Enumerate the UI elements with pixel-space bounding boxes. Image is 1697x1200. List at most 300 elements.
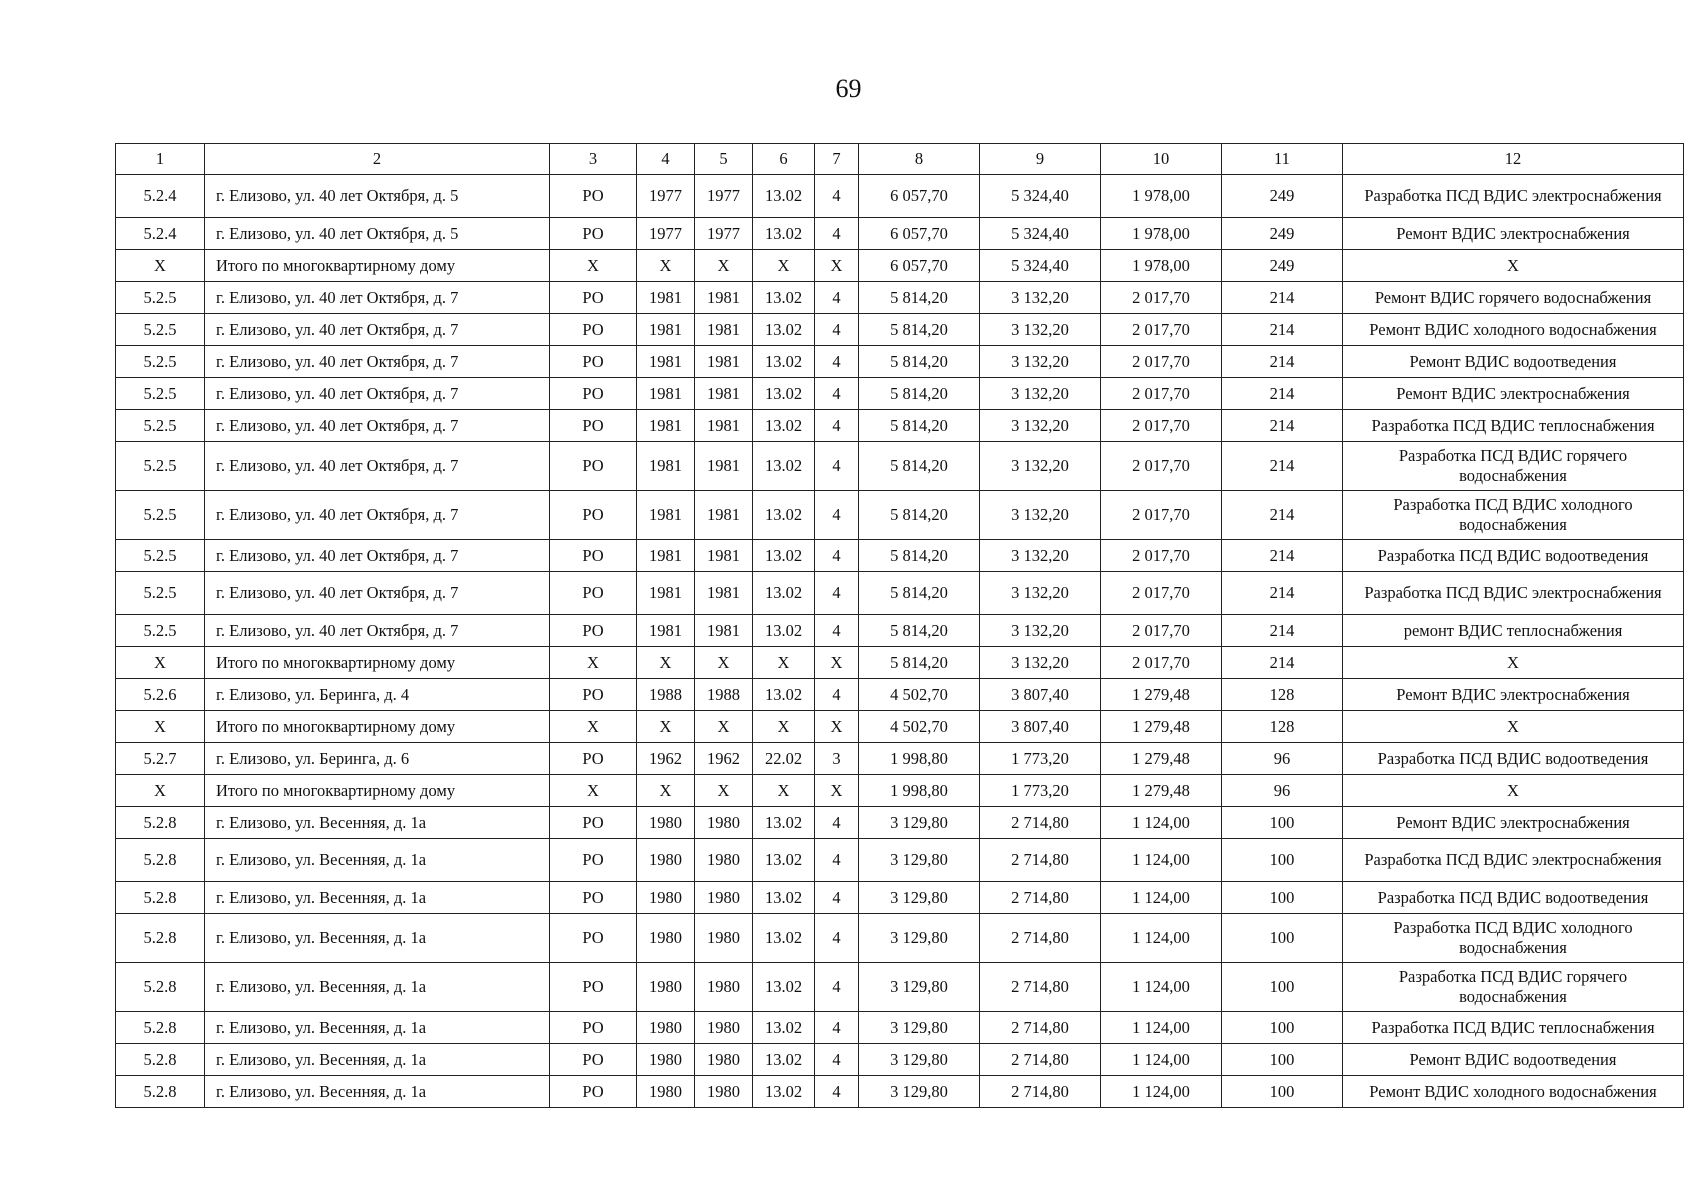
cell-residents: 214: [1222, 282, 1343, 314]
cell-year-built: 1981: [637, 378, 695, 410]
cell-year-commissioned: 1980: [695, 807, 753, 839]
cell-total-area: 3 129,80: [859, 914, 980, 963]
cell-item-number: Х: [116, 647, 205, 679]
cell-year-commissioned: 1980: [695, 1012, 753, 1044]
cell-year-commissioned: 1981: [695, 282, 753, 314]
cell-floors: 4: [815, 882, 859, 914]
cell-year-built: 1981: [637, 282, 695, 314]
cell-work-type: Разработка ПСД ВДИС горячего водоснабжения: [1343, 442, 1684, 491]
cell-work-type: Ремонт ВДИС водоотведения: [1343, 1044, 1684, 1076]
cell-address: г. Елизово, ул. 40 лет Октября, д. 7: [205, 314, 550, 346]
column-header-address: 2: [205, 144, 550, 175]
cell-floors: 3: [815, 743, 859, 775]
cell-address: г. Елизово, ул. 40 лет Октября, д. 5: [205, 175, 550, 218]
cell-year-built: 1962: [637, 743, 695, 775]
cell-residents: 100: [1222, 882, 1343, 914]
cell-zone: Х: [753, 775, 815, 807]
cell-residents: 100: [1222, 1012, 1343, 1044]
cell-year-commissioned: 1981: [695, 314, 753, 346]
table-row: [116, 314, 1684, 346]
cell-year-commissioned: 1962: [695, 743, 753, 775]
repair-registry-table: [115, 143, 1684, 1108]
cell-year-built: Х: [637, 775, 695, 807]
cell-unit-cost: 2 017,70: [1101, 346, 1222, 378]
table-row: [116, 410, 1684, 442]
cell-item-number: 5.2.8: [116, 963, 205, 1012]
cell-total-area: 1 998,80: [859, 743, 980, 775]
cell-year-built: 1980: [637, 1044, 695, 1076]
cell-unit-cost: 2 017,70: [1101, 378, 1222, 410]
cell-address: Итого по многоквартирному дому: [205, 711, 550, 743]
cell-unit-cost: 2 017,70: [1101, 647, 1222, 679]
cell-year-built: 1981: [637, 540, 695, 572]
cell-total-area: 3 129,80: [859, 1012, 980, 1044]
cell-year-built: 1981: [637, 346, 695, 378]
cell-total-area: 5 814,20: [859, 410, 980, 442]
table-row: [116, 1044, 1684, 1076]
cell-unit-cost: 1 978,00: [1101, 250, 1222, 282]
cell-year-commissioned: 1981: [695, 540, 753, 572]
cell-residential-area: 3 132,20: [980, 491, 1101, 540]
cell-owner-type: РО: [550, 1012, 637, 1044]
cell-unit-cost: 1 124,00: [1101, 1076, 1222, 1108]
cell-address: г. Елизово, ул. 40 лет Октября, д. 7: [205, 346, 550, 378]
cell-owner-type: Х: [550, 711, 637, 743]
cell-floors: 4: [815, 572, 859, 615]
column-number-header-row: [116, 144, 1684, 175]
subtotal-row: [116, 647, 1684, 679]
column-header-work-type: 12: [1343, 144, 1684, 175]
cell-work-type: Разработка ПСД ВДИС водоотведения: [1343, 540, 1684, 572]
cell-year-built: Х: [637, 711, 695, 743]
cell-residential-area: 2 714,80: [980, 963, 1101, 1012]
cell-total-area: 5 814,20: [859, 491, 980, 540]
table-row: [116, 175, 1684, 218]
cell-owner-type: РО: [550, 540, 637, 572]
cell-residential-area: 3 807,40: [980, 679, 1101, 711]
cell-item-number: Х: [116, 775, 205, 807]
table-row: [116, 378, 1684, 410]
table-row: [116, 540, 1684, 572]
cell-year-built: 1981: [637, 314, 695, 346]
cell-owner-type: Х: [550, 775, 637, 807]
cell-zone: 13.02: [753, 807, 815, 839]
cell-year-built: 1980: [637, 1012, 695, 1044]
cell-work-type: Разработка ПСД ВДИС электроснабжения: [1343, 572, 1684, 615]
cell-year-commissioned: 1981: [695, 442, 753, 491]
table-row: [116, 442, 1684, 491]
cell-residents: 96: [1222, 775, 1343, 807]
cell-residents: 100: [1222, 807, 1343, 839]
cell-year-built: 1980: [637, 882, 695, 914]
cell-work-type: Разработка ПСД ВДИС холодного водоснабжения: [1343, 914, 1684, 963]
cell-zone: Х: [753, 250, 815, 282]
cell-residential-area: 2 714,80: [980, 882, 1101, 914]
cell-zone: 13.02: [753, 914, 815, 963]
cell-work-type: Х: [1343, 711, 1684, 743]
table-row: [116, 963, 1684, 1012]
cell-work-type: Ремонт ВДИС электроснабжения: [1343, 378, 1684, 410]
cell-zone: 13.02: [753, 378, 815, 410]
cell-unit-cost: 1 124,00: [1101, 882, 1222, 914]
cell-zone: 13.02: [753, 839, 815, 882]
cell-total-area: 3 129,80: [859, 963, 980, 1012]
cell-total-area: 5 814,20: [859, 647, 980, 679]
cell-year-commissioned: 1981: [695, 378, 753, 410]
cell-floors: 4: [815, 218, 859, 250]
cell-address: г. Елизово, ул. 40 лет Октября, д. 7: [205, 410, 550, 442]
cell-unit-cost: 1 978,00: [1101, 175, 1222, 218]
cell-residential-area: 1 773,20: [980, 775, 1101, 807]
cell-item-number: 5.2.8: [116, 914, 205, 963]
cell-total-area: 3 129,80: [859, 1076, 980, 1108]
cell-floors: 4: [815, 540, 859, 572]
cell-owner-type: РО: [550, 378, 637, 410]
cell-owner-type: РО: [550, 442, 637, 491]
cell-residents: 214: [1222, 615, 1343, 647]
cell-unit-cost: 1 124,00: [1101, 807, 1222, 839]
cell-work-type: Х: [1343, 250, 1684, 282]
cell-address: Итого по многоквартирному дому: [205, 775, 550, 807]
cell-owner-type: РО: [550, 743, 637, 775]
cell-work-type: Ремонт ВДИС горячего водоснабжения: [1343, 282, 1684, 314]
cell-residents: 100: [1222, 914, 1343, 963]
cell-zone: 13.02: [753, 963, 815, 1012]
cell-unit-cost: 1 279,48: [1101, 679, 1222, 711]
cell-item-number: 5.2.5: [116, 282, 205, 314]
cell-residents: 128: [1222, 679, 1343, 711]
cell-residential-area: 2 714,80: [980, 914, 1101, 963]
cell-zone: 13.02: [753, 615, 815, 647]
cell-year-commissioned: Х: [695, 775, 753, 807]
cell-owner-type: РО: [550, 1044, 637, 1076]
cell-item-number: 5.2.5: [116, 615, 205, 647]
column-header-floors: 7: [815, 144, 859, 175]
cell-work-type: Ремонт ВДИС электроснабжения: [1343, 218, 1684, 250]
cell-residents: 100: [1222, 963, 1343, 1012]
column-header-year-built: 4: [637, 144, 695, 175]
cell-address: г. Елизово, ул. 40 лет Октября, д. 7: [205, 540, 550, 572]
cell-item-number: 5.2.6: [116, 679, 205, 711]
cell-owner-type: РО: [550, 615, 637, 647]
subtotal-row: [116, 250, 1684, 282]
table-row: [116, 218, 1684, 250]
cell-year-commissioned: 1980: [695, 1076, 753, 1108]
cell-zone: 13.02: [753, 882, 815, 914]
cell-item-number: 5.2.5: [116, 572, 205, 615]
cell-year-commissioned: 1977: [695, 175, 753, 218]
cell-total-area: 5 814,20: [859, 540, 980, 572]
cell-year-commissioned: 1980: [695, 1044, 753, 1076]
cell-year-commissioned: 1981: [695, 410, 753, 442]
cell-address: г. Елизово, ул. 40 лет Октября, д. 7: [205, 572, 550, 615]
cell-residential-area: 3 132,20: [980, 282, 1101, 314]
table-body: [116, 144, 1684, 1108]
cell-residential-area: 2 714,80: [980, 839, 1101, 882]
cell-work-type: Ремонт ВДИС холодного водоснабжения: [1343, 314, 1684, 346]
cell-year-commissioned: 1980: [695, 963, 753, 1012]
cell-total-area: 5 814,20: [859, 378, 980, 410]
cell-year-built: 1981: [637, 410, 695, 442]
cell-address: г. Елизово, ул. 40 лет Октября, д. 7: [205, 442, 550, 491]
cell-residential-area: 5 324,40: [980, 175, 1101, 218]
cell-year-built: 1980: [637, 914, 695, 963]
cell-floors: 4: [815, 282, 859, 314]
cell-floors: 4: [815, 1044, 859, 1076]
cell-zone: 13.02: [753, 1012, 815, 1044]
cell-year-built: 1980: [637, 1076, 695, 1108]
cell-floors: 4: [815, 807, 859, 839]
table-row: [116, 491, 1684, 540]
column-header-total-area: 8: [859, 144, 980, 175]
cell-work-type: Разработка ПСД ВДИС водоотведения: [1343, 882, 1684, 914]
cell-item-number: Х: [116, 250, 205, 282]
cell-year-built: 1981: [637, 572, 695, 615]
cell-owner-type: РО: [550, 807, 637, 839]
cell-unit-cost: 1 279,48: [1101, 775, 1222, 807]
cell-unit-cost: 1 279,48: [1101, 743, 1222, 775]
cell-floors: 4: [815, 410, 859, 442]
cell-residential-area: 2 714,80: [980, 1076, 1101, 1108]
cell-residents: 249: [1222, 250, 1343, 282]
cell-residential-area: 3 132,20: [980, 410, 1101, 442]
cell-item-number: 5.2.4: [116, 175, 205, 218]
cell-year-commissioned: 1981: [695, 615, 753, 647]
cell-item-number: 5.2.8: [116, 807, 205, 839]
cell-zone: 13.02: [753, 314, 815, 346]
cell-item-number: 5.2.8: [116, 1012, 205, 1044]
cell-address: г. Елизово, ул. Весенняя, д. 1а: [205, 963, 550, 1012]
cell-work-type: Разработка ПСД ВДИС водоотведения: [1343, 743, 1684, 775]
cell-floors: 4: [815, 346, 859, 378]
cell-total-area: 6 057,70: [859, 175, 980, 218]
cell-owner-type: Х: [550, 250, 637, 282]
cell-residential-area: 3 807,40: [980, 711, 1101, 743]
cell-work-type: Разработка ПСД ВДИС электроснабжения: [1343, 175, 1684, 218]
cell-unit-cost: 2 017,70: [1101, 615, 1222, 647]
cell-total-area: 5 814,20: [859, 314, 980, 346]
cell-year-commissioned: 1980: [695, 882, 753, 914]
cell-floors: 4: [815, 963, 859, 1012]
cell-residential-area: 1 773,20: [980, 743, 1101, 775]
cell-residential-area: 2 714,80: [980, 1044, 1101, 1076]
cell-owner-type: РО: [550, 282, 637, 314]
cell-year-commissioned: 1981: [695, 491, 753, 540]
cell-year-built: 1981: [637, 491, 695, 540]
cell-zone: 22.02: [753, 743, 815, 775]
cell-address: г. Елизово, ул. 40 лет Октября, д. 7: [205, 282, 550, 314]
cell-owner-type: РО: [550, 314, 637, 346]
table-row: [116, 1012, 1684, 1044]
cell-year-built: 1981: [637, 615, 695, 647]
cell-zone: 13.02: [753, 1044, 815, 1076]
cell-item-number: 5.2.7: [116, 743, 205, 775]
cell-address: г. Елизово, ул. Весенняя, д. 1а: [205, 914, 550, 963]
cell-residents: 96: [1222, 743, 1343, 775]
cell-item-number: 5.2.8: [116, 1044, 205, 1076]
cell-item-number: 5.2.8: [116, 882, 205, 914]
table-row: [116, 839, 1684, 882]
column-header-residential-area: 9: [980, 144, 1101, 175]
cell-year-commissioned: 1988: [695, 679, 753, 711]
cell-year-built: Х: [637, 647, 695, 679]
cell-year-built: 1980: [637, 963, 695, 1012]
cell-item-number: 5.2.8: [116, 1076, 205, 1108]
cell-residents: 214: [1222, 314, 1343, 346]
cell-owner-type: РО: [550, 882, 637, 914]
cell-total-area: 5 814,20: [859, 282, 980, 314]
cell-item-number: 5.2.5: [116, 314, 205, 346]
cell-total-area: 5 814,20: [859, 346, 980, 378]
table-row: [116, 882, 1684, 914]
cell-floors: 4: [815, 615, 859, 647]
cell-floors: 4: [815, 314, 859, 346]
cell-work-type: Ремонт ВДИС электроснабжения: [1343, 807, 1684, 839]
cell-total-area: 3 129,80: [859, 807, 980, 839]
cell-address: г. Елизово, ул. Весенняя, д. 1а: [205, 839, 550, 882]
cell-floors: 4: [815, 491, 859, 540]
cell-item-number: 5.2.5: [116, 378, 205, 410]
cell-residential-area: 5 324,40: [980, 250, 1101, 282]
cell-residents: 214: [1222, 540, 1343, 572]
cell-residential-area: 3 132,20: [980, 378, 1101, 410]
cell-address: г. Елизово, ул. Беринга, д. 4: [205, 679, 550, 711]
cell-floors: 4: [815, 914, 859, 963]
cell-unit-cost: 1 124,00: [1101, 963, 1222, 1012]
table-row: [116, 572, 1684, 615]
cell-address: г. Елизово, ул. 40 лет Октября, д. 5: [205, 218, 550, 250]
cell-work-type: ремонт ВДИС теплоснабжения: [1343, 615, 1684, 647]
cell-unit-cost: 1 978,00: [1101, 218, 1222, 250]
cell-zone: 13.02: [753, 491, 815, 540]
cell-work-type: Ремонт ВДИС водоотведения: [1343, 346, 1684, 378]
cell-owner-type: РО: [550, 218, 637, 250]
table-row: [116, 679, 1684, 711]
cell-item-number: 5.2.5: [116, 540, 205, 572]
page-number: 69: [835, 74, 862, 103]
cell-unit-cost: 1 124,00: [1101, 839, 1222, 882]
cell-year-commissioned: Х: [695, 711, 753, 743]
cell-residential-area: 3 132,20: [980, 572, 1101, 615]
cell-unit-cost: 1 124,00: [1101, 914, 1222, 963]
cell-unit-cost: 2 017,70: [1101, 282, 1222, 314]
column-header-owner-type: 3: [550, 144, 637, 175]
cell-item-number: 5.2.5: [116, 346, 205, 378]
cell-floors: 4: [815, 1012, 859, 1044]
cell-floors: 4: [815, 1076, 859, 1108]
cell-item-number: Х: [116, 711, 205, 743]
cell-year-built: 1977: [637, 218, 695, 250]
cell-year-commissioned: 1980: [695, 839, 753, 882]
cell-residents: 100: [1222, 839, 1343, 882]
cell-floors: 4: [815, 378, 859, 410]
table-row: [116, 282, 1684, 314]
cell-residents: 128: [1222, 711, 1343, 743]
cell-zone: Х: [753, 711, 815, 743]
cell-work-type: Разработка ПСД ВДИС теплоснабжения: [1343, 1012, 1684, 1044]
cell-floors: Х: [815, 647, 859, 679]
cell-zone: 13.02: [753, 346, 815, 378]
cell-year-built: 1988: [637, 679, 695, 711]
column-header-residents: 11: [1222, 144, 1343, 175]
cell-unit-cost: 2 017,70: [1101, 314, 1222, 346]
cell-item-number: 5.2.5: [116, 491, 205, 540]
cell-year-commissioned: 1977: [695, 218, 753, 250]
table-row: [116, 914, 1684, 963]
cell-zone: 13.02: [753, 442, 815, 491]
cell-year-built: 1981: [637, 442, 695, 491]
cell-unit-cost: 2 017,70: [1101, 410, 1222, 442]
cell-address: г. Елизово, ул. Беринга, д. 6: [205, 743, 550, 775]
cell-total-area: 3 129,80: [859, 1044, 980, 1076]
table-row: [116, 346, 1684, 378]
cell-total-area: 1 998,80: [859, 775, 980, 807]
cell-unit-cost: 2 017,70: [1101, 442, 1222, 491]
cell-owner-type: РО: [550, 1076, 637, 1108]
cell-total-area: 3 129,80: [859, 882, 980, 914]
cell-floors: Х: [815, 775, 859, 807]
cell-year-commissioned: 1981: [695, 572, 753, 615]
cell-unit-cost: 2 017,70: [1101, 491, 1222, 540]
cell-residential-area: 3 132,20: [980, 442, 1101, 491]
cell-total-area: 3 129,80: [859, 839, 980, 882]
cell-zone: 13.02: [753, 282, 815, 314]
table-row: [116, 1076, 1684, 1108]
cell-owner-type: РО: [550, 963, 637, 1012]
cell-address: г. Елизово, ул. 40 лет Октября, д. 7: [205, 615, 550, 647]
cell-year-built: 1977: [637, 175, 695, 218]
cell-owner-type: РО: [550, 491, 637, 540]
cell-floors: Х: [815, 250, 859, 282]
cell-residential-area: 3 132,20: [980, 314, 1101, 346]
cell-address: г. Елизово, ул. 40 лет Октября, д. 7: [205, 378, 550, 410]
cell-work-type: Разработка ПСД ВДИС теплоснабжения: [1343, 410, 1684, 442]
cell-residents: 100: [1222, 1044, 1343, 1076]
cell-work-type: Х: [1343, 775, 1684, 807]
cell-residents: 214: [1222, 442, 1343, 491]
column-header-unit-cost: 10: [1101, 144, 1222, 175]
cell-unit-cost: 1 124,00: [1101, 1044, 1222, 1076]
cell-address: г. Елизово, ул. Весенняя, д. 1а: [205, 1012, 550, 1044]
cell-year-built: 1980: [637, 839, 695, 882]
cell-zone: 13.02: [753, 218, 815, 250]
cell-owner-type: РО: [550, 572, 637, 615]
cell-address: г. Елизово, ул. Весенняя, д. 1а: [205, 807, 550, 839]
cell-unit-cost: 2 017,70: [1101, 572, 1222, 615]
cell-year-built: Х: [637, 250, 695, 282]
column-header-year-commissioned: 5: [695, 144, 753, 175]
cell-work-type: Х: [1343, 647, 1684, 679]
table-row: [116, 615, 1684, 647]
cell-year-commissioned: Х: [695, 647, 753, 679]
table-row: [116, 807, 1684, 839]
cell-work-type: Разработка ПСД ВДИС горячего водоснабжения: [1343, 963, 1684, 1012]
cell-zone: Х: [753, 647, 815, 679]
cell-year-commissioned: 1980: [695, 914, 753, 963]
cell-item-number: 5.2.5: [116, 410, 205, 442]
cell-zone: 13.02: [753, 540, 815, 572]
cell-owner-type: РО: [550, 410, 637, 442]
cell-residential-area: 3 132,20: [980, 647, 1101, 679]
cell-total-area: 5 814,20: [859, 572, 980, 615]
cell-floors: 4: [815, 442, 859, 491]
cell-year-built: 1980: [637, 807, 695, 839]
cell-address: Итого по многоквартирному дому: [205, 647, 550, 679]
cell-owner-type: РО: [550, 679, 637, 711]
cell-zone: 13.02: [753, 410, 815, 442]
cell-owner-type: РО: [550, 175, 637, 218]
cell-floors: Х: [815, 711, 859, 743]
